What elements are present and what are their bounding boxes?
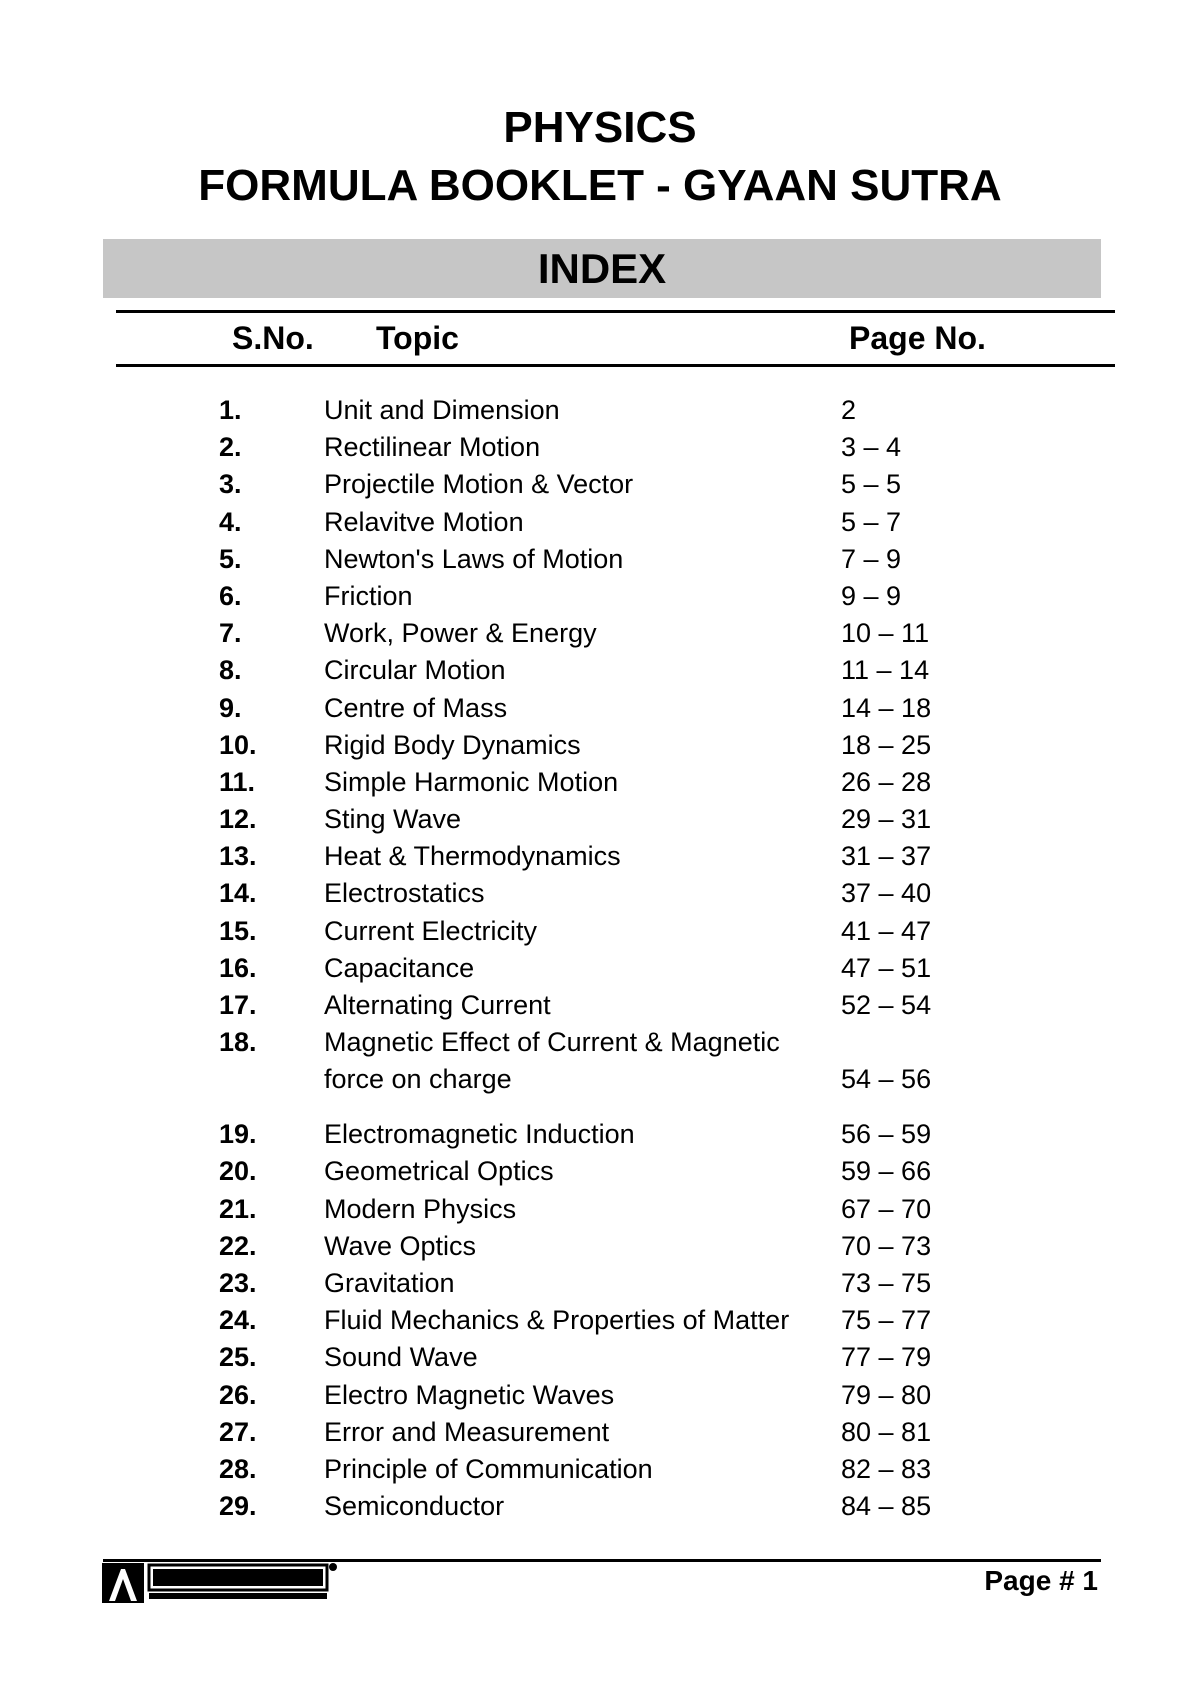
row-serial-number: 22. <box>219 1230 257 1261</box>
row-topic: Electromagnetic Induction <box>324 1119 635 1150</box>
row-serial-number: 17. <box>219 990 257 1020</box>
row-topic: Wave Optics <box>324 1230 477 1261</box>
table-row <box>0 1339 1200 1376</box>
row-page-range: 75 – 77 <box>841 1305 932 1336</box>
table-row <box>0 875 1200 912</box>
row-topic: Centre of Mass <box>324 692 508 723</box>
row-topic: Electrostatics <box>324 878 485 909</box>
row-serial-number: 27. <box>219 1416 257 1447</box>
row-topic: Geometrical Optics <box>324 1156 554 1187</box>
table-row <box>0 1265 1200 1302</box>
row-topic: Electro Magnetic Waves <box>324 1379 615 1410</box>
table-row <box>0 1228 1200 1265</box>
row-topic: Heat & Thermodynamics <box>324 841 621 872</box>
row-topic: Friction <box>324 580 413 611</box>
table-row <box>0 1488 1200 1525</box>
row-page-range: 80 – 81 <box>841 1416 932 1447</box>
row-page-range: 84 – 85 <box>841 1491 932 1522</box>
table-row <box>0 541 1200 578</box>
row-serial-number: 11. <box>219 766 256 797</box>
column-header-topic: Topic <box>376 320 459 356</box>
row-serial-number: 6. <box>219 580 242 611</box>
row-topic: Projectile Motion & Vector <box>324 469 634 500</box>
row-topic: Magnetic Effect of Current & Magnetic force on charge <box>324 1027 780 1095</box>
row-topic: Sound Wave <box>324 1342 478 1373</box>
table-row <box>0 690 1200 727</box>
row-page-range: 14 – 18 <box>841 692 932 723</box>
row-topic: Principle of Communication <box>324 1453 653 1484</box>
row-serial-number: 21. <box>219 1193 257 1224</box>
table-row <box>0 727 1200 764</box>
table-header-rule <box>116 364 1115 367</box>
row-page-range: 47 – 51 <box>841 952 932 983</box>
row-page-range: 9 – 9 <box>841 580 902 611</box>
document-subtitle: FORMULA BOOKLET - GYAAN SUTRA <box>198 161 1002 210</box>
row-serial-number: 12. <box>219 804 257 835</box>
row-topic: Semiconductor <box>324 1491 505 1522</box>
row-serial-number: 4. <box>219 506 242 537</box>
row-page-range: 52 – 54 <box>841 990 932 1020</box>
table-row <box>0 1414 1200 1451</box>
table-row <box>0 838 1200 875</box>
table-row <box>0 578 1200 615</box>
row-serial-number: 16. <box>219 952 257 983</box>
row-serial-number: 9. <box>219 692 242 723</box>
row-page-range: 82 – 83 <box>841 1453 932 1484</box>
document-title: PHYSICS <box>503 103 697 152</box>
row-page-range: 70 – 73 <box>841 1230 932 1261</box>
row-serial-number: 8. <box>219 655 242 686</box>
row-serial-number: 2. <box>219 432 242 463</box>
row-topic: Circular Motion <box>324 655 506 686</box>
table-row <box>0 1116 1200 1153</box>
row-page-range: 5 – 7 <box>841 506 902 537</box>
row-page-range: 26 – 28 <box>841 766 932 797</box>
table-row <box>0 429 1200 466</box>
row-topic: Gravitation <box>324 1267 455 1298</box>
row-topic: Simple Harmonic Motion <box>324 766 619 797</box>
row-topic: Alternating Current <box>324 990 551 1020</box>
row-serial-number: 15. <box>219 915 257 946</box>
table-row <box>0 1024 1200 1116</box>
row-topic: Error and Measurement <box>324 1416 610 1447</box>
row-serial-number: 3. <box>219 469 242 500</box>
column-header-page: Page No. <box>849 320 986 356</box>
row-page-range: 10 – 11 <box>841 618 930 649</box>
row-topic: Unit and Dimension <box>324 395 560 425</box>
row-topic: Modern Physics <box>324 1193 517 1224</box>
row-page-range: 11 – 14 <box>841 655 930 686</box>
row-page-range: 77 – 79 <box>841 1342 932 1373</box>
row-page-range: 7 – 9 <box>841 543 902 574</box>
table-row <box>0 392 1200 429</box>
row-page-range: 54 – 56 <box>841 1064 932 1095</box>
table-row <box>0 913 1200 950</box>
row-serial-number: 26. <box>219 1379 257 1410</box>
table-row <box>0 1377 1200 1414</box>
row-page-range: 5 – 5 <box>841 469 902 500</box>
row-topic: Capacitance <box>324 952 475 983</box>
row-topic: Newton's Laws of Motion <box>324 543 624 574</box>
index-heading: INDEX <box>103 239 1101 298</box>
table-row <box>0 1302 1200 1339</box>
row-page-range: 79 – 80 <box>841 1379 932 1410</box>
row-serial-number: 5. <box>219 543 242 574</box>
row-serial-number: 10. <box>219 729 257 760</box>
row-page-range: 37 – 40 <box>841 878 932 909</box>
row-serial-number: 29. <box>219 1491 257 1522</box>
table-row <box>0 1451 1200 1488</box>
row-page-range: 31 – 37 <box>841 841 932 872</box>
row-page-range: 59 – 66 <box>841 1156 932 1187</box>
column-header-sno: S.No. <box>232 320 314 356</box>
row-page-range: 3 – 4 <box>841 432 902 463</box>
table-row <box>0 615 1200 652</box>
table-row <box>0 1153 1200 1190</box>
row-page-range: 67 – 70 <box>841 1193 932 1224</box>
row-topic: Sting Wave <box>324 804 462 835</box>
row-page-range: 18 – 25 <box>841 729 932 760</box>
table-row <box>0 950 1200 987</box>
row-page-range: 56 – 59 <box>841 1119 932 1150</box>
table-row <box>0 987 1200 1024</box>
index-table <box>0 392 1200 1525</box>
row-topic: Fluid Mechanics & Properties of Matter <box>324 1305 790 1336</box>
row-topic: Rigid Body Dynamics <box>324 729 581 760</box>
table-row <box>0 466 1200 503</box>
row-page-range: 2 <box>841 395 857 425</box>
resonance-logo-icon <box>101 1561 341 1605</box>
row-serial-number: 28. <box>219 1453 257 1484</box>
row-serial-number: 20. <box>219 1156 257 1187</box>
row-serial-number: 18. <box>219 1027 257 1058</box>
table-row <box>0 652 1200 689</box>
row-serial-number: 23. <box>219 1267 257 1298</box>
row-topic: Rectilinear Motion <box>324 432 541 463</box>
table-row <box>0 504 1200 541</box>
row-serial-number: 14. <box>219 878 257 909</box>
row-serial-number: 19. <box>219 1119 257 1150</box>
row-serial-number: 25. <box>219 1342 257 1373</box>
row-topic: Work, Power & Energy <box>324 618 597 649</box>
row-page-range: 29 – 31 <box>841 804 932 835</box>
table-row <box>0 1191 1200 1228</box>
row-topic: Relavitve Motion <box>324 506 524 537</box>
row-serial-number: 13. <box>219 841 257 872</box>
row-serial-number: 1. <box>219 395 242 425</box>
row-serial-number: 24. <box>219 1305 257 1336</box>
page-number: Page # 1 <box>984 1565 1098 1596</box>
table-row <box>0 801 1200 838</box>
table-top-rule <box>116 310 1115 313</box>
row-serial-number: 7. <box>219 618 242 649</box>
row-page-range: 73 – 75 <box>841 1267 932 1298</box>
row-topic: Current Electricity <box>324 915 538 946</box>
table-row <box>0 764 1200 801</box>
row-page-range: 41 – 47 <box>841 915 932 946</box>
